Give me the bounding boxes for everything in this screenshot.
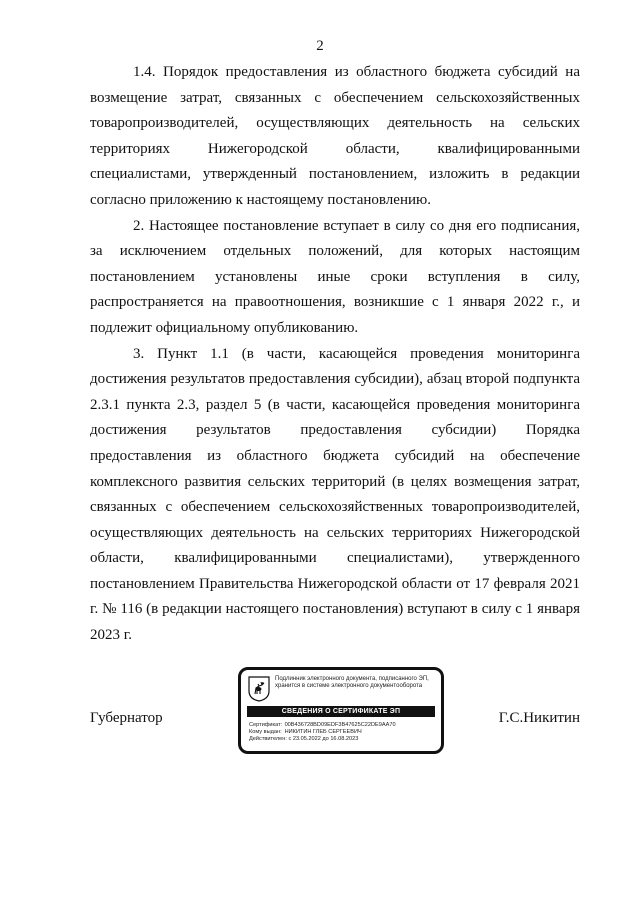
issued-to-value: НИКИТИН ГЛЕБ СЕРГЕЕВИЧ <box>284 729 362 736</box>
certificate-value: 00B436728BD09EDF3B47625C22DE9AA70 <box>284 722 396 728</box>
paragraph-2: 2. Настоящее постановление вступает в силу со дня его подписания, за исключением отдельных положений, для которых настоящим постановлением установлены иные сроки вступления в силу, распространяется на правоотношения, возникшие с 1 января 2022 г., и подлежит официальному опубликованию. <box>90 217 580 336</box>
paragraph-1-4: 1.4. Порядок предоставления из областного бюджета субсидий на возмещение затрат, связанных с обеспечением сельскохозяйственных товаропроизводителей, осуществляющих деятельность на сельских территориях Нижегородской области, квалифицированными специалистами, утвержденный постановлением, изложить в редакции согласно приложению к настоящему постановлению. <box>90 64 580 208</box>
validity-value: с 23.05.2022 до 16.08.2023 <box>288 736 359 743</box>
validity-label: Действителен: <box>249 736 287 743</box>
validity-row <box>249 736 439 743</box>
stamp-header-text: Подлинник электронного документа, подписанного ЭП, хранится в системе электронного документооборота <box>275 676 429 689</box>
deer-coat-of-arms-icon <box>248 676 270 702</box>
certificate-row <box>249 722 439 729</box>
certificate-label: Сертификат: <box>249 722 283 728</box>
signatory-title: Губернатор <box>90 710 163 726</box>
issued-to-label: Кому выдан: <box>249 729 282 736</box>
stamp-banner: СВЕДЕНИЯ О СЕРТИФИКАТЕ ЭП <box>247 706 435 717</box>
certificate-details <box>249 722 439 744</box>
paragraph-3: 3. Пункт 1.1 (в части, касающейся проведения мониторинга достижения результатов предоставления субсидии), абзац второй подпункта 2.3.1 пункта 2.3, раздел 5 (в части, касающейся проведения мониторинга достижения результатов предоставления субсидии) Порядка предоставления из областного бюджета субсидий на обеспечение комплексного развития сельских территорий (в целях возмещения затрат, связанных с обеспечением сельскохозяйственных товаропроизводителей, осуществляющих деятельность на сельских территориях Нижегородской области, квалифицированными специалистами), утвержденного постановлением Правительства Нижегородской области от 17 февраля 2021 г. № 116 (в редакции настоящего постановления) вступают в силу с 1 января 2023 г. <box>90 345 580 644</box>
signatory-name: Г.С.Никитин <box>498 710 580 726</box>
electronic-signature-stamp <box>238 667 444 754</box>
document-body <box>90 60 580 649</box>
signature-block <box>90 667 580 757</box>
page-number: 2 <box>316 38 324 54</box>
